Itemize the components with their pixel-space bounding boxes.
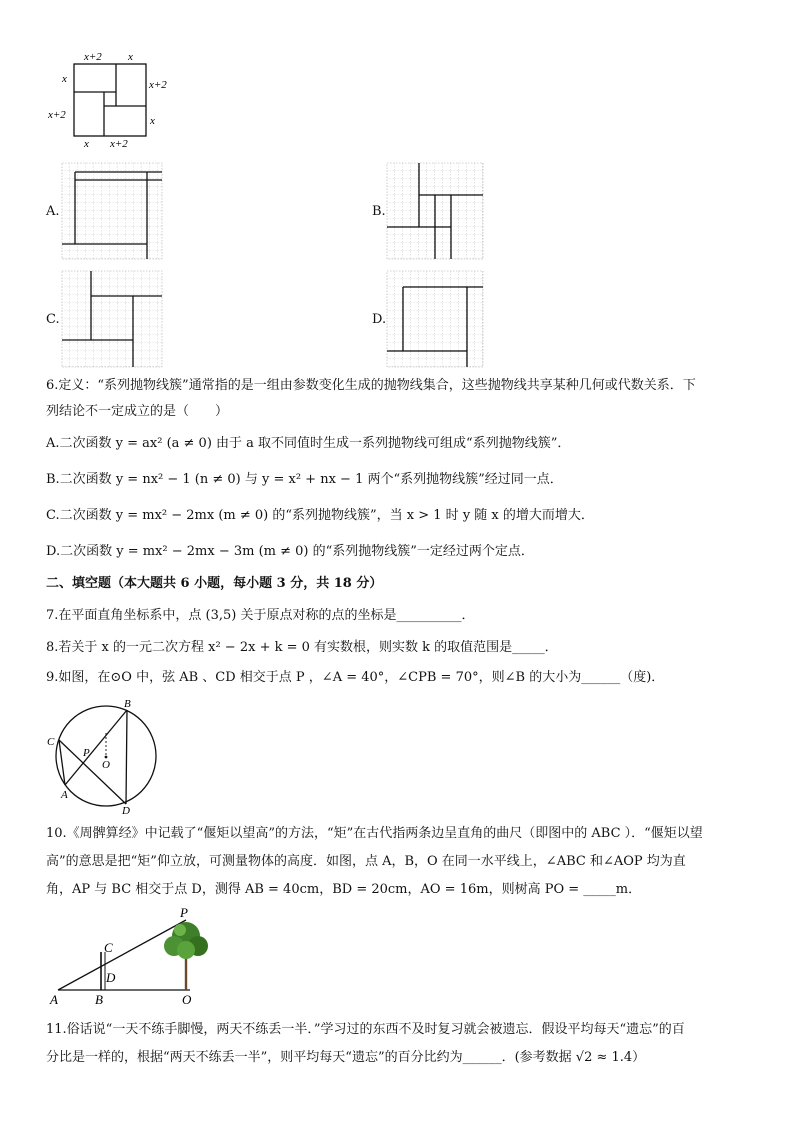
option-b-label: B. bbox=[372, 204, 386, 219]
q6-option-d: D.二次函数 y = mx² − 2mx − 3m (m ≠ 0) 的“系列抛物线簇”一定经过两个定点． bbox=[46, 544, 534, 559]
circle-label-d: D bbox=[122, 805, 130, 816]
option-a-label: A. bbox=[46, 204, 60, 219]
circle-label-a: A bbox=[61, 789, 68, 801]
circle-label-b: B bbox=[124, 698, 131, 710]
section2-heading: 二、填空题（本大题共 6 小题，每小题 3 分，共 18 分） bbox=[46, 576, 383, 591]
label-left-2: x+2 bbox=[48, 109, 66, 121]
q6-option-b: B.二次函数 y = nx² − 1 (n ≠ 0) 与 y = x² + nx − 1 两个“系列抛物线簇”经过同一点． bbox=[46, 472, 563, 487]
tree-label-d: D bbox=[106, 970, 116, 985]
label-bottom-1: x bbox=[84, 138, 89, 150]
tree-label-c: C bbox=[104, 940, 113, 955]
q10-line3: 角，AP 与 BC 相交于点 D，测得 AB = 40cm，BD = 20cm，AO = 16m，则树高 PO = _____m． bbox=[46, 882, 642, 897]
tree-label-o: O bbox=[182, 992, 192, 1007]
q10-line2: 高”的意思是把“矩”仰立放，可测量物体的高度．如图，点 A，B，O 在同一水平线上，∠ABC 和∠AOP 均为直 bbox=[46, 854, 686, 869]
q9-text: 9.如图，在⊙O 中，弦 AB 、CD 相交于点 P ，∠A = 40°，∠CPB = 70°，则∠B 的大小为______（度)． bbox=[46, 670, 665, 685]
q11-line2: 分比是一样的，根据“两天不练丢一半”，则平均每天“遗忘”的百分比约为______．(参考数据 √2 ≈ 1.4） bbox=[46, 1050, 646, 1065]
tree-label-a: A bbox=[50, 992, 58, 1007]
composite-rectangle-figure bbox=[44, 44, 184, 152]
label-left-1: x bbox=[62, 73, 67, 85]
option-c-label: C. bbox=[46, 312, 60, 327]
option-d-grid bbox=[386, 270, 484, 368]
q11-line1: 11.俗话说“一天不练手脚慢，两天不练丢一半．”学习过的东西不及时复习就会被遗忘．假设平均每天“遗忘”的百 bbox=[46, 1022, 685, 1037]
q7-text: 7.在平面直角坐标系中，点 (3,5) 关于原点对称的点的坐标是__________． bbox=[46, 608, 475, 623]
label-right-1: x+2 bbox=[149, 79, 167, 91]
q10-line1: 10.《周髀算经》中记载了“偃矩以望高”的方法，“矩”在古代指两条边呈直角的曲尺（即图中的 ABC ）．“偃矩以望 bbox=[46, 826, 703, 841]
q6-stem-line1: 6.定义：“系列抛物线簇”通常指的是一组由参数变化生成的抛物线集合，这些抛物线共享某种几何或代数关系．下 bbox=[46, 378, 696, 393]
q6-stem-line2: 列结论不一定成立的是（ ） bbox=[46, 404, 229, 419]
q6-option-c: C.二次函数 y = mx² − 2mx (m ≠ 0) 的“系列抛物线簇”，当 x > 1 时 y 随 x 的增大而增大． bbox=[46, 508, 594, 523]
label-bottom-2: x+2 bbox=[110, 138, 128, 150]
option-b-grid bbox=[386, 162, 484, 260]
label-top-1: x+2 bbox=[84, 51, 102, 63]
tree-icon bbox=[164, 922, 208, 959]
option-d-label: D. bbox=[372, 312, 387, 327]
label-top-2: x bbox=[128, 51, 133, 63]
circle-label-o: O bbox=[102, 759, 110, 771]
circle-label-c: C bbox=[47, 736, 55, 748]
tree-measurement-figure bbox=[44, 906, 214, 1008]
tree-label-b: B bbox=[95, 992, 103, 1007]
label-right-2: x bbox=[150, 115, 155, 127]
q8-text: 8.若关于 x 的一元二次方程 x² − 2x + k = 0 有实数根，则实数 k 的取值范围是_____． bbox=[46, 640, 558, 655]
q6-option-a: A.二次函数 y = ax² (a ≠ 0) 由于 a 取不同值时生成一系列抛物线可组成“系列抛物线簇”． bbox=[46, 436, 571, 451]
tree-label-p: P bbox=[180, 906, 188, 920]
option-a-grid bbox=[61, 162, 163, 260]
circle-label-p: P bbox=[83, 747, 90, 759]
circle-figure bbox=[44, 696, 164, 816]
option-c-grid bbox=[61, 270, 163, 368]
